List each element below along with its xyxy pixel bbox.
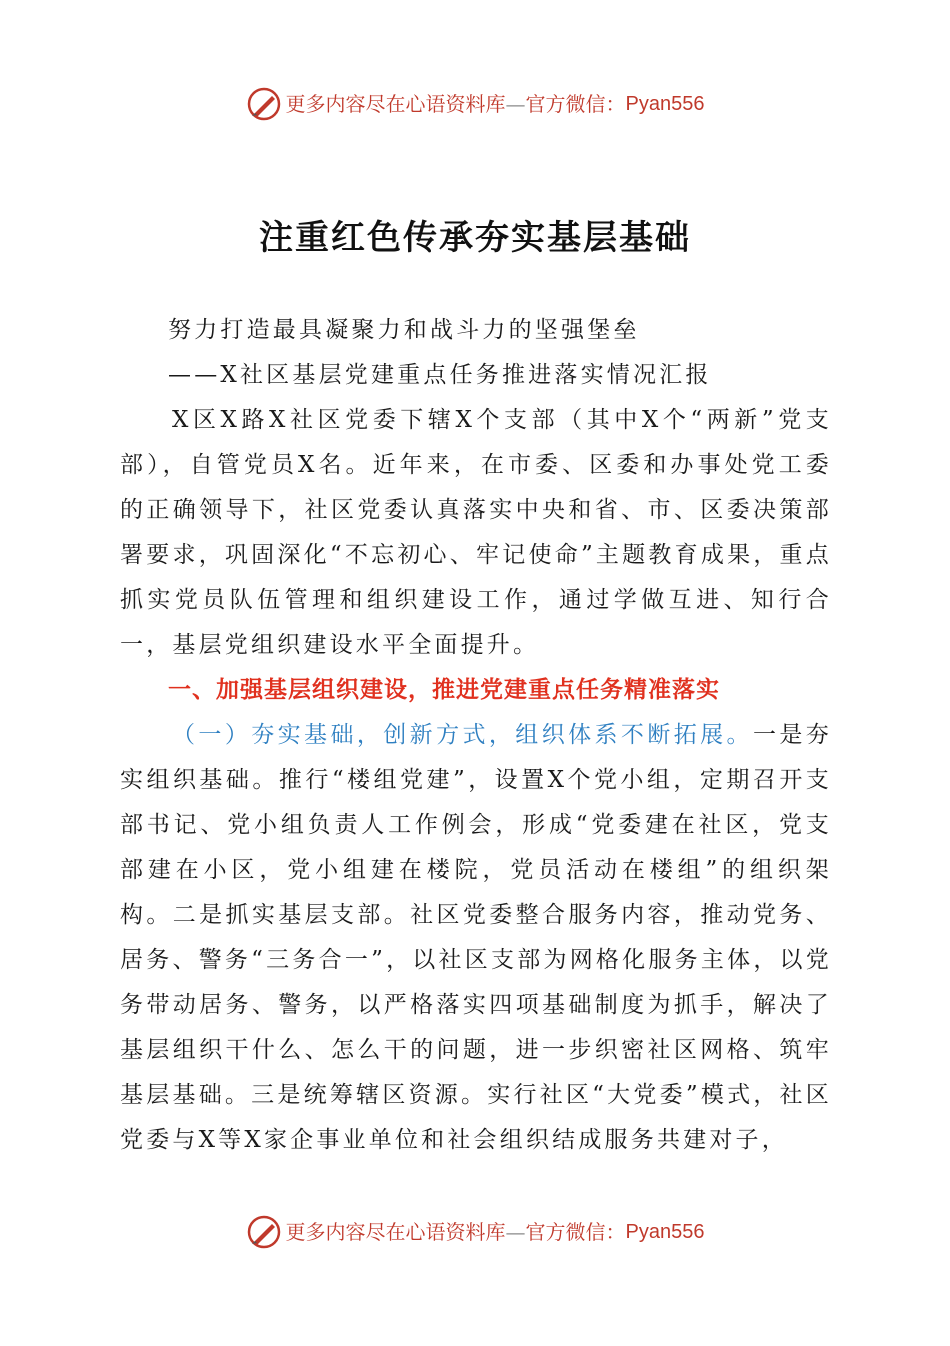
pen-logo-icon [246,86,282,122]
watermark-left-text: 更多内容尽在心语资料库 [285,92,506,116]
pen-logo-icon [246,1214,282,1250]
sub-heading-1: （一）夯实基础，创新方式，组织体系不断拓展。 [172,722,753,748]
watermark-right-text: 官方微信： [525,92,626,116]
watermark-left-text: 更多内容尽在心语资料库 [285,1220,506,1244]
watermark-right-text: 官方微信： [525,1220,626,1244]
paragraph-section-1-1 [120,713,832,1163]
watermark-dash: — [505,92,526,116]
document-title: 注重红色传承夯实基层基础 [259,218,691,258]
paragraph-section-1-1-body: 一是夯实组织基础。推行“楼组党建”，设置X个党小组，定期召开支部书记、党小组负责人工作例会，形成“党委建在社区，党支部建在小区，党小组建在楼院，党员活动在楼组”的组织架构。二是抓实基层支部。社区党委整合服务内容，推动党务、居务、警务“三务合一”，以社区支部为网格化服务主体，以党务带动居务、警务，以严格落实四项基础制度为抓手，解决了基层组织干什么、怎么干的问题，进一步织密社区网格、筑牢基层基础。三是统筹辖区资源。实行社区“大党委”模式，社区党委与X等X家企事业单位和社会组织结成服务共建对子， [120,722,832,1153]
document-subtitle-2: ——X社区基层党建重点任务推进落实情况汇报 [168,362,712,388]
header-watermark [0,84,950,124]
watermark-brand: Pyan556 [625,1221,705,1243]
section-heading-1: 一、加强基层组织建设，推进党建重点任务精准落实 [168,677,720,703]
document-subtitle-1: 努力打造最具凝聚力和战斗力的坚强堡垒 [168,317,640,343]
footer-watermark [0,1212,950,1252]
watermark-brand: Pyan556 [625,93,705,115]
paragraph-intro: X区X路X社区党委下辖X个支部（其中X个“两新”党支部），自管党员X名。近年来，在市委、区委和办事处党工委的正确领导下，社区党委认真落实中央和省、市、区委决策部署要求，巩固深化“不忘初心、牢记使命”主题教育成果，重点抓实党员队伍管理和组织建设工作，通过学做互进、知行合一，基层党组织建设水平全面提升。 [120,407,832,658]
watermark-dash: — [505,1220,526,1244]
